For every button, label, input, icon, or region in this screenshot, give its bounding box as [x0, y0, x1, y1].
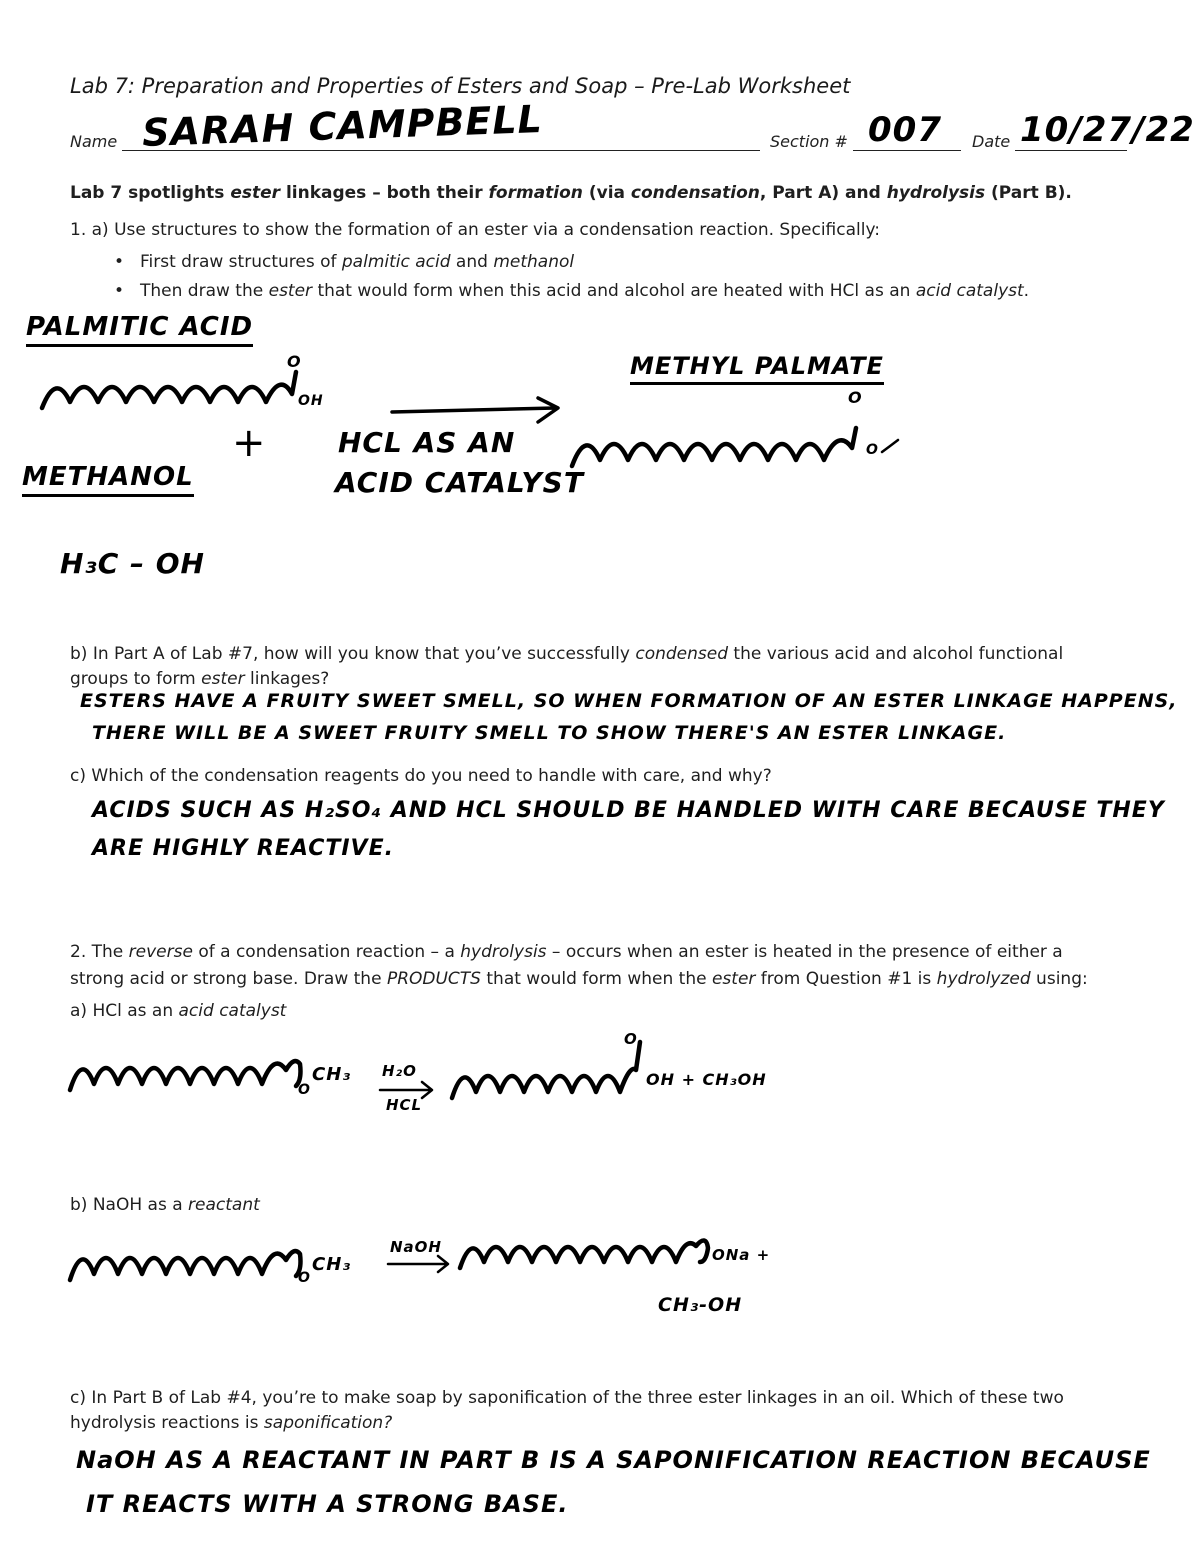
q1c-prompt: c) Which of the condensation reagents do you need to handle with care, and why? [70, 766, 772, 786]
q2c-prompt-line-2: hydrolysis reactions is saponification? [70, 1413, 393, 1433]
q2-prompt-line-2: strong acid or strong base. Draw the PRODUCTS that would form when the ester from Question #1 is hydrolyzed using: [70, 969, 1088, 989]
q2b-soap-zigzag [458, 1232, 728, 1277]
q1b-answer-line-1: ESTERS HAVE A FRUITY SWEET SMELL, SO WHEN FORMATION OF AN ESTER LINKAGE HAPPENS, [80, 690, 1178, 712]
intro-text: Lab 7 spotlights ester linkages – both their formation (via condensation, Part A) and hydrolysis (Part B). [70, 183, 1072, 203]
date-label: Date [972, 132, 1011, 151]
q1b-answer-line-2: THERE WILL BE A SWEET FRUITY SMELL TO SHOW THERE'S AN ESTER LINKAGE. [92, 722, 1007, 744]
q2a-arrow-bottom: HCL [386, 1096, 423, 1114]
name-value: SARAH CAMPBELL [141, 97, 544, 155]
q2b-ester-o: O [298, 1270, 311, 1286]
q2a-products-text: OH + CH₃OH [646, 1070, 767, 1089]
q1b-prompt-line-1: b) In Part A of Lab #7, how will you know that you’ve successfully condensed the various acid and alcohol functional [70, 644, 1064, 664]
hw-methyl-palmate: METHYL PALMATE [630, 352, 884, 385]
q2b-ona-plus: ONa + [712, 1246, 771, 1264]
q2a-ester-zigzag [68, 1052, 318, 1097]
q2b-arrow [386, 1254, 456, 1274]
q2a-arrow-top: H₂O [382, 1062, 417, 1080]
reaction-arrow-1 [390, 398, 570, 428]
methyl-palmate-zigzag [570, 428, 870, 473]
hw-oh-1: OH [298, 393, 324, 409]
date-value: 10/27/22 [1020, 110, 1195, 150]
palmitic-acid-zigzag [40, 372, 300, 417]
q2a-acid-o: O [624, 1030, 638, 1048]
q1a-bullet-1: • First draw structures of palmitic acid and methanol [140, 252, 574, 272]
hw-palmitic-acid: PALMITIC ACID [26, 312, 253, 347]
q2a-ch3: CH₃ [312, 1064, 352, 1085]
q2b-ch3: CH₃ [312, 1254, 352, 1275]
q1a-prompt: 1. a) Use structures to show the formation of an ester via a condensation reaction. Specifically: [70, 220, 881, 240]
q2b-label: b) NaOH as a reactant [70, 1195, 260, 1215]
hw-carbonyl-o-1: O [287, 352, 302, 371]
q2a-ester-o: O [298, 1082, 311, 1098]
hw-ester-o: O [866, 442, 879, 458]
section-value: 007 [868, 110, 942, 150]
q1c-answer-line-1: ACIDS SUCH AS H₂SO₄ AND HCL SHOULD BE HANDLED WITH CARE BECAUSE THEY [92, 798, 1165, 823]
section-label: Section # [770, 132, 848, 151]
section-line [853, 150, 961, 151]
q2b-arrow-top: NaOH [390, 1238, 442, 1256]
date-line [1015, 150, 1127, 151]
hw-hcl-line-2: ACID CATALYST [335, 466, 584, 499]
q1b-prompt-line-2: groups to form ester linkages? [70, 669, 330, 689]
name-label: Name [70, 132, 118, 151]
q2b-ester-zigzag [68, 1242, 318, 1287]
hw-carbonyl-o-2: O [848, 388, 863, 407]
q2c-answer-line-1: NaOH AS A REACTANT IN PART B IS A SAPONIFICATION REACTION BECAUSE [76, 1446, 1151, 1474]
q2a-label: a) HCl as an acid catalyst [70, 1001, 287, 1021]
q2-prompt-line-1: 2. The reverse of a condensation reaction – a hydrolysis – occurs when an ester is heated in the presence of either a [70, 942, 1063, 962]
q2a-acid-zigzag [450, 1060, 650, 1105]
hw-plus: + [232, 420, 267, 466]
hw-hcl-line-1: HCL AS AN [338, 426, 516, 459]
q1a-bullet-2: • Then draw the ester that would form when this acid and alcohol are heated with HCl as an acid catalyst. [140, 281, 1029, 301]
q2c-prompt-line-1: c) In Part B of Lab #4, you’re to make soap by saponification of the three ester linkages in an oil. Which of these two [70, 1388, 1064, 1408]
worksheet-title: Lab 7: Preparation and Properties of Esters and Soap – Pre-Lab Worksheet [70, 74, 851, 98]
q2c-answer-line-2: IT REACTS WITH A STRONG BASE. [86, 1490, 569, 1518]
hw-methyl-bond [880, 438, 900, 454]
q2b-methanol: CH₃-OH [658, 1294, 743, 1316]
q1c-answer-line-2: ARE HIGHLY REACTIVE. [92, 836, 394, 861]
hw-methanol-structure: H₃C – OH [60, 547, 205, 580]
hw-methanol: METHANOL [22, 462, 194, 497]
